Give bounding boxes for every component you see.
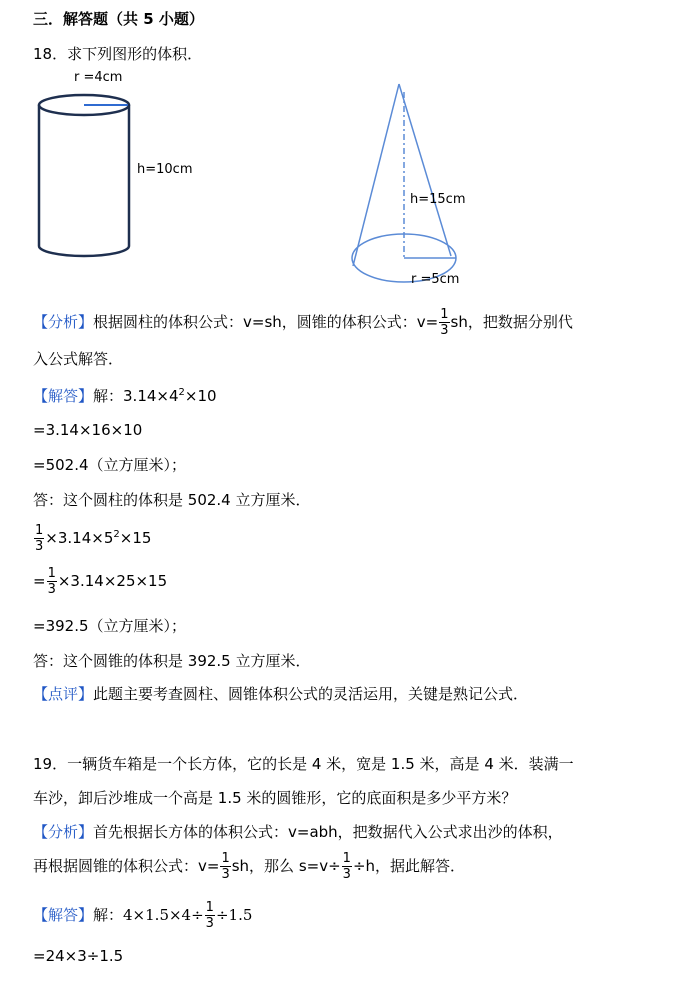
q18-solution-line6: = $\frac{1}{3}$ ×3.14×25×15 xyxy=(33,566,168,597)
q19-solution-line2: =24×3÷1.5 xyxy=(33,947,124,965)
q18-title: 18．求下列图形的体积． xyxy=(33,45,203,63)
cylinder-figure xyxy=(30,66,210,266)
q18-solution-line5: $\frac{1}{3}$ $\times 3.14\times 5^2\times 15$ xyxy=(35,523,152,554)
cylinder-height-label: h=10cm xyxy=(137,162,193,177)
q18-analysis-line2: 入公式解答． xyxy=(33,350,124,368)
q18-solution-line3: =502.4（立方厘米）； xyxy=(33,456,187,474)
cone-height-label: h=15cm xyxy=(410,192,466,207)
analysis-tag: 【分析】 xyxy=(33,823,94,841)
q18-analysis-line1: 【分析】根据圆柱的体积公式：v=sh，圆锥的体积公式：v= $\frac{1}{3}$ sh，把数据分别代 xyxy=(33,307,573,338)
cylinder-radius-label: r =4cm xyxy=(74,70,123,85)
q18-comment: 【点评】此题主要考查圆柱、圆锥体积公式的灵活运用，关键是熟记公式． xyxy=(33,685,529,703)
q18-solution-line8: 答：这个圆锥的体积是 392.5 立方厘米． xyxy=(33,652,311,670)
cone-radius-label: r =5cm xyxy=(411,272,460,287)
q18-solution-line4: 答：这个圆柱的体积是 502.4 立方厘米． xyxy=(33,491,311,509)
q19-line2: 车沙，卸后沙堆成一个高是 1.5 米的圆锥形，它的底面积是多少平方米？ xyxy=(33,789,517,807)
q19-solution-line1: 【解答】解：4×1.5×4÷ $\frac{1}{3}$ ÷1.5 xyxy=(33,900,253,931)
q18-solution-line1: 【解答】解：$3.14\times 4^2\times 10$ xyxy=(33,387,217,405)
section-title: 三．解答题（共 5 小题） xyxy=(33,10,204,28)
fraction-one-third: $\frac{1}{3}$ xyxy=(440,307,449,338)
q19-analysis-line1: 【分析】首先根据长方体的体积公式：v=abh，把数据代入公式求出沙的体积， xyxy=(33,823,563,841)
solution-tag: 【解答】 xyxy=(33,906,94,924)
cone-figure xyxy=(340,78,490,290)
analysis-tag: 【分析】 xyxy=(33,313,94,331)
q18-solution-line7: =392.5（立方厘米）； xyxy=(33,617,187,635)
solution-tag: 【解答】 xyxy=(33,387,94,405)
q18-solution-line2: =3.14×16×10 xyxy=(33,421,143,439)
comment-tag: 【点评】 xyxy=(33,685,94,703)
q19-line1: 19．一辆货车箱是一个长方体，它的长是 4 米，宽是 1.5 米，高是 4 米．装满一 xyxy=(33,755,574,773)
q19-analysis-line2: 再根据圆锥的体积公式：v= $\frac{1}{3}$ sh，那么 s=v÷ $\frac{1}{3}$ ÷h，据此解答． xyxy=(33,851,466,882)
